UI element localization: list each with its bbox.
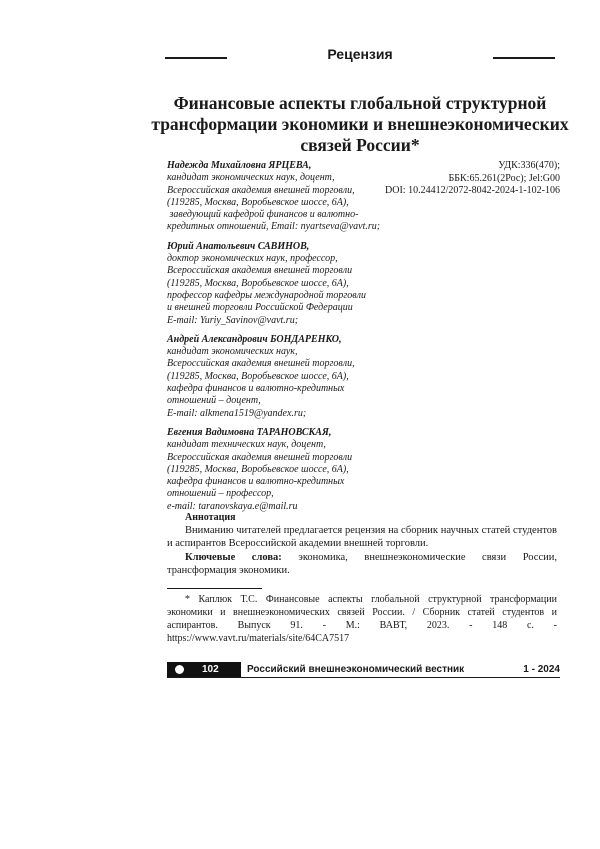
- issue-number: 1 - 2024: [523, 664, 560, 675]
- author-line: E-mail: Yuriy_Savinov@vavt.ru;: [167, 314, 299, 326]
- author-line: Всероссийская академия внешней торговли,: [167, 358, 355, 370]
- keywords-label: Ключевые слова:: [185, 552, 282, 563]
- classification-codes: [385, 160, 560, 198]
- title-line: связей России*: [300, 135, 420, 155]
- page-badge: [167, 662, 241, 677]
- journal-name: Российский внешнеэкономический вестник: [247, 664, 465, 675]
- footnote-rule: [167, 588, 262, 589]
- section-header: [165, 46, 555, 66]
- bbk-code: ББК:65.261(2Рос); Jel:G00: [448, 172, 560, 184]
- author-entry: [167, 241, 407, 327]
- author-entry: [167, 160, 407, 234]
- author-line: кандидат экономических наук, доцент,: [167, 172, 335, 184]
- abstract-heading: Аннотация: [185, 512, 236, 523]
- udc-code: УДК:336(470);: [498, 160, 560, 171]
- section-title: Рецензия: [327, 46, 393, 62]
- author-line: отношений – доцент,: [167, 395, 261, 407]
- author-line: (119285, Москва, Воробьевское шоссе, 6А),: [167, 463, 349, 475]
- abstract-text: Вниманию читателей предлагается рецензия на сборник научных статей студентов и аспирантов Всероссийской академии внешней торговли.: [167, 525, 557, 549]
- footnote: * Каплюк Т.С. Финансовые аспекты глобальной структурной трансформации экономики и внешнеэкономических связей России. / Сборник статей студентов и аспирантов. Выпуск 91. - М.: ВАВТ, 2023. - 148 с. - https://www.vavt.ru/materials/site/64CA7517: [167, 594, 557, 644]
- author-line: доктор экономических наук, профессор,: [167, 253, 338, 265]
- author-line: заведующий кафедрой финансов и валютно-: [167, 209, 359, 221]
- author-line: E-mail: alkmena1519@yandex.ru;: [167, 407, 307, 419]
- title-line: Финансовые аспекты глобальной структурной: [173, 93, 547, 113]
- dot-icon: [175, 665, 184, 674]
- page-number: 102: [202, 664, 219, 675]
- author-line: (119285, Москва, Воробьевское шоссе, 6А),: [167, 196, 349, 208]
- author-line: e-mail: taranovskaya.e@mail.ru: [167, 500, 298, 512]
- author-line: Всероссийская академия внешней торговли: [167, 451, 353, 463]
- keywords-text: экономика, внешнеэкономические связи России, трансформация экономики.: [167, 552, 557, 576]
- author-line: Всероссийская академия внешней торговли,: [167, 184, 355, 196]
- author-name: Евгения Вадимовна ТАРАНОВСКАЯ,: [167, 426, 332, 438]
- author-line: кредитных отношений, Email: nyartseva@vavt.ru;: [167, 221, 381, 233]
- page-footer: [167, 662, 560, 678]
- author-name: Юрий Анатольевич САВИНОВ,: [167, 240, 310, 252]
- author-line: профессор кафедры международной торговли: [167, 289, 366, 301]
- author-line: и внешней торговли Российской Федерации: [167, 302, 353, 314]
- title-line: трансформации экономики и внешнеэкономических: [151, 114, 569, 134]
- keywords: [167, 551, 557, 577]
- authors-block: [167, 160, 407, 520]
- section-rule-right: [493, 57, 555, 59]
- article-title: [140, 93, 580, 156]
- author-name: Андрей Александрович БОНДАРЕНКО,: [167, 333, 342, 345]
- author-name: Надежда Михайловна ЯРЦЕВА,: [167, 160, 312, 171]
- author-line: кандидат технических наук, доцент,: [167, 439, 326, 451]
- author-line: (119285, Москва, Воробьевское шоссе, 6А),: [167, 277, 349, 289]
- author-line: кандидат экономических наук,: [167, 346, 298, 358]
- author-line: (119285, Москва, Воробьевское шоссе, 6А),: [167, 370, 349, 382]
- footer-rule: [167, 677, 560, 678]
- author-entry: [167, 334, 407, 420]
- author-entry: [167, 427, 407, 513]
- author-line: кафедра финансов и валютно-кредитных: [167, 383, 345, 395]
- author-line: кафедра финансов и валютно-кредитных: [167, 476, 345, 488]
- author-line: Всероссийская академия внешней торговли: [167, 265, 353, 277]
- doi: DOI: 10.24412/2072-8042-2024-1-102-106: [385, 185, 560, 197]
- author-line: отношений – профессор,: [167, 488, 274, 500]
